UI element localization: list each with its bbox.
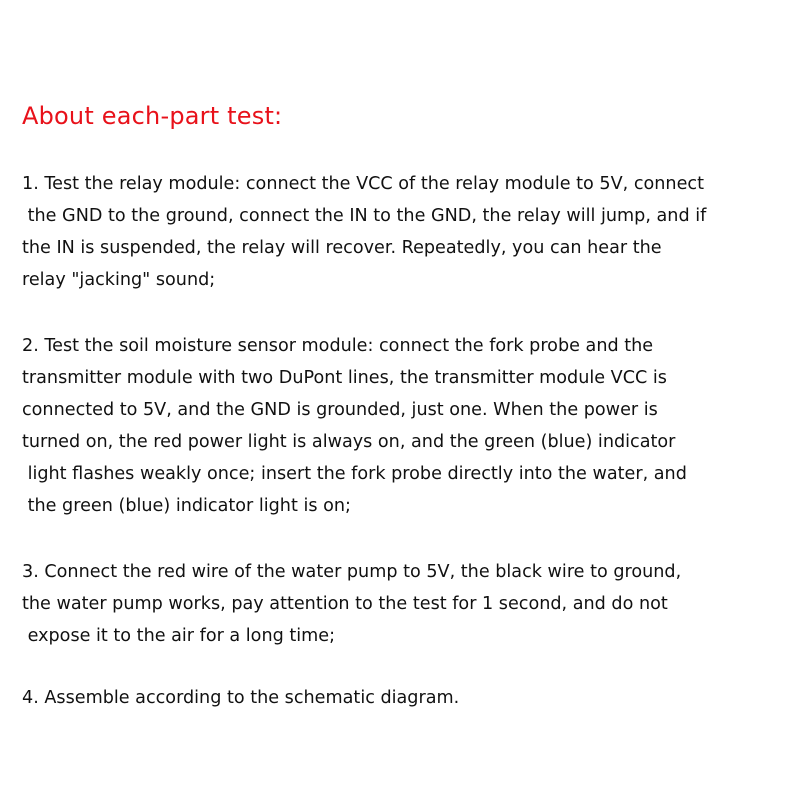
paragraph-line: the green (blue) indicator light is on; — [22, 496, 351, 516]
paragraph-line: 3. Connect the red wire of the water pump to 5V, the black wire to ground, — [22, 562, 682, 582]
page-title: About each-part test: — [22, 102, 283, 130]
paragraph-line: relay "jacking" sound; — [22, 270, 216, 290]
paragraph-line: the GND to the ground, connect the IN to the GND, the relay will jump, and if — [22, 206, 707, 226]
paragraph-relay-test — [22, 168, 792, 296]
paragraph-line: the IN is suspended, the relay will recover. Repeatedly, you can hear the — [22, 238, 662, 258]
paragraph-line: 4. Assemble according to the schematic diagram. — [22, 688, 460, 708]
paragraph-line: transmitter module with two DuPont lines, the transmitter module VCC is — [22, 368, 667, 388]
paragraph-line: connected to 5V, and the GND is grounded, just one. When the power is — [22, 400, 658, 420]
paragraph-line: light flashes weakly once; insert the fork probe directly into the water, and — [22, 464, 687, 484]
paragraph-water-pump-test — [22, 556, 792, 652]
paragraph-assemble — [22, 682, 792, 714]
paragraph-line: the water pump works, pay attention to the test for 1 second, and do not — [22, 594, 668, 614]
paragraph-line: 2. Test the soil moisture sensor module: connect the fork probe and the — [22, 336, 654, 356]
paragraph-line: expose it to the air for a long time; — [22, 626, 336, 646]
paragraph-soil-sensor-test — [22, 330, 792, 522]
paragraph-line: 1. Test the relay module: connect the VCC of the relay module to 5V, connect — [22, 174, 704, 194]
paragraph-line: turned on, the red power light is always on, and the green (blue) indicator — [22, 432, 676, 452]
